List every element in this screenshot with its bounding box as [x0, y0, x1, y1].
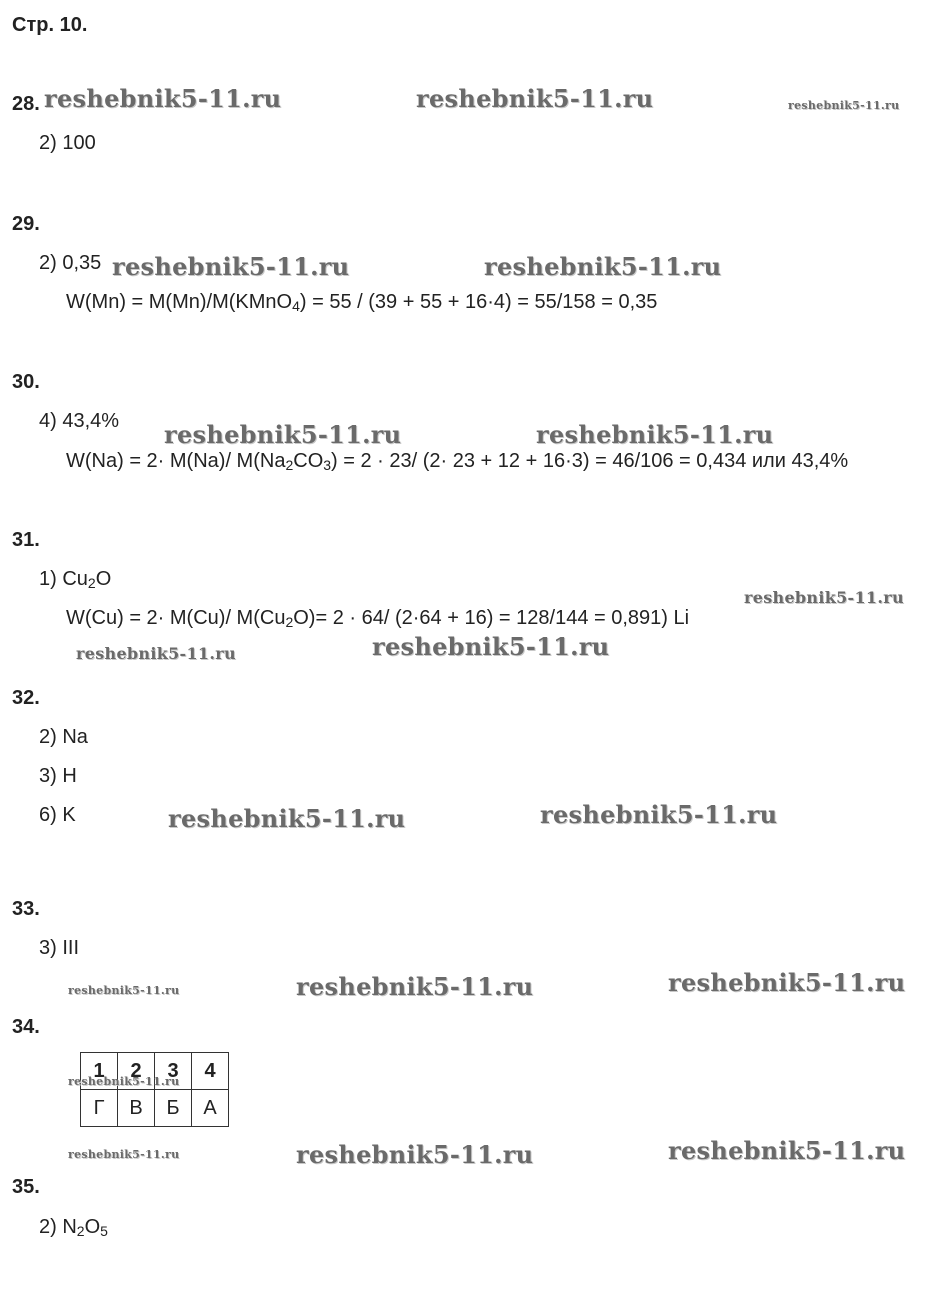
- watermark: reshebnik5-11.ru: [296, 972, 534, 1001]
- watermark: reshebnik5-11.ru: [744, 588, 904, 607]
- table-header-cell: 3: [155, 1053, 192, 1090]
- watermark: reshebnik5-11.ru: [540, 800, 778, 829]
- answer-30: 4) 43,4%: [39, 410, 120, 432]
- watermark: reshebnik5-11.ru: [416, 84, 654, 113]
- table-header-cell: 2: [118, 1053, 155, 1090]
- table-header-cell: 1: [81, 1053, 118, 1090]
- watermark: reshebnik5-11.ru: [168, 804, 406, 833]
- calculation-31: W(Cu) = 2· M(Cu)/ M(Cu2O)= 2 · 64/ (2·64 + 16) = 128/144 = 0,891) Li: [66, 607, 690, 630]
- page-header: Стр. 10.: [12, 14, 88, 36]
- calculation-30: W(Na) = 2· M(Na)/ M(Na2CO3) = 2 · 23/ (2· 23 + 12 + 16·3) = 46/106 = 0,434 или 43,4%: [66, 450, 849, 473]
- watermark: reshebnik5-11.ru: [668, 968, 906, 997]
- watermark: reshebnik5-11.ru: [372, 632, 610, 661]
- watermark: reshebnik5-11.ru: [68, 1148, 180, 1161]
- question-number-33: 33.: [12, 898, 40, 920]
- calculation-29: W(Mn) = M(Mn)/M(KMnO4) = 55 / (39 + 55 + 16·4) = 55/158 = 0,35: [66, 291, 658, 314]
- watermark: reshebnik5-11.ru: [668, 1136, 906, 1165]
- watermark: reshebnik5-11.ru: [68, 984, 180, 997]
- answer-33: 3) III: [39, 937, 80, 959]
- answer-32-c: 6) K: [39, 804, 76, 826]
- watermark: reshebnik5-11.ru: [44, 84, 282, 113]
- watermark: reshebnik5-11.ru: [484, 252, 722, 281]
- watermark: reshebnik5-11.ru: [76, 644, 236, 663]
- table-value-cell: Б: [155, 1090, 192, 1127]
- watermark: reshebnik5-11.ru: [164, 420, 402, 449]
- table-value-cell: А: [192, 1090, 229, 1127]
- watermark: reshebnik5-11.ru: [68, 1075, 180, 1088]
- question-number-29: 29.: [12, 213, 40, 235]
- table-value-cell: В: [118, 1090, 155, 1127]
- table-value-cell: Г: [81, 1090, 118, 1127]
- answer-32-b: 3) H: [39, 765, 77, 787]
- answer-28: 2) 100: [39, 132, 96, 154]
- answer-table-34: [80, 1052, 229, 1127]
- question-number-35: 35.: [12, 1176, 40, 1198]
- answer-31: 1) Cu2O: [39, 568, 112, 591]
- watermark: reshebnik5-11.ru: [788, 99, 900, 112]
- watermark: reshebnik5-11.ru: [112, 252, 350, 281]
- answer-35: 2) N2O5: [39, 1216, 108, 1239]
- question-number-32: 32.: [12, 687, 40, 709]
- watermark: reshebnik5-11.ru: [536, 420, 774, 449]
- watermark: reshebnik5-11.ru: [296, 1140, 534, 1169]
- answer-32-a: 2) Na: [39, 726, 88, 748]
- question-number-28: 28.: [12, 93, 40, 115]
- question-number-31: 31.: [12, 529, 40, 551]
- question-number-34: 34.: [12, 1016, 40, 1038]
- answer-29: 2) 0,35: [39, 252, 102, 274]
- question-number-30: 30.: [12, 371, 40, 393]
- table-header-cell: 4: [192, 1053, 229, 1090]
